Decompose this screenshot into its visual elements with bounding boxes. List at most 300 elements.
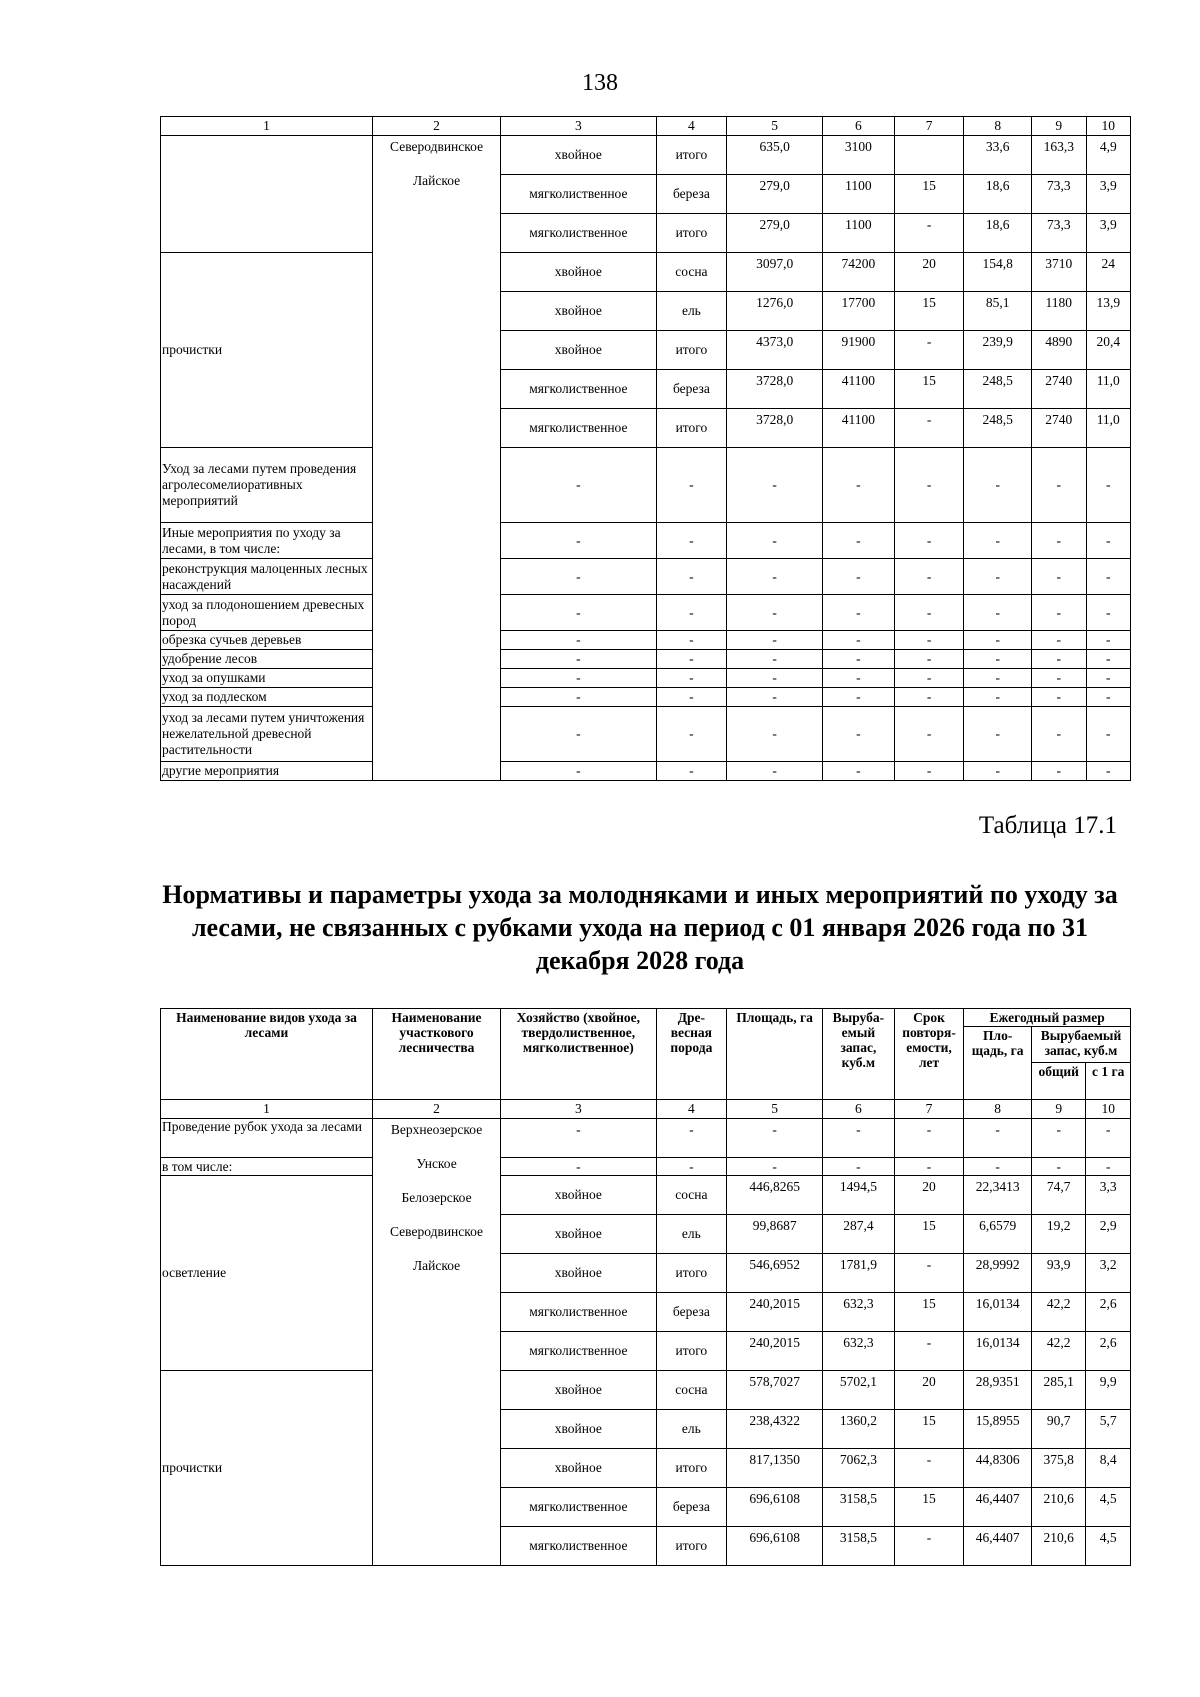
cell: итого (656, 331, 727, 370)
cell: мягколиственное (501, 409, 656, 448)
table-row (161, 559, 1131, 595)
dash-cell: - (1031, 1119, 1086, 1158)
cell: 238,4322 (727, 1410, 823, 1449)
cell: 20 (894, 253, 964, 292)
cell: 93,9 (1031, 1254, 1086, 1293)
cell: мягколиственное (501, 214, 656, 253)
cell: 240,2015 (727, 1332, 823, 1371)
cell: 3158,5 (823, 1488, 895, 1527)
cell: 44,8306 (964, 1449, 1032, 1488)
activity-prochistki: прочистки (161, 1371, 373, 1566)
header-cell: общий (1031, 1063, 1086, 1100)
col-num: 2 (372, 1100, 500, 1119)
cell: 696,6108 (727, 1488, 823, 1527)
dash-cell: - (823, 631, 895, 650)
table-row (161, 253, 1131, 292)
dash-cell: - (1086, 707, 1130, 762)
dash-cell: - (501, 631, 656, 650)
cell: 2,9 (1086, 1215, 1131, 1254)
cell: 46,4407 (964, 1488, 1032, 1527)
cell: 375,8 (1031, 1449, 1086, 1488)
dash-cell: - (894, 669, 964, 688)
cell: 578,7027 (727, 1371, 823, 1410)
col-num: 3 (501, 117, 656, 136)
dash-cell: - (501, 707, 656, 762)
dash-cell: - (727, 559, 823, 595)
dash-cell: - (1086, 1119, 1131, 1158)
table-row (161, 595, 1131, 631)
page-number: 138 (582, 70, 618, 96)
activity-label: уход за плодоношением древесных пород (161, 595, 373, 631)
activity-label: реконструкция малоценных лесных насаждений (161, 559, 373, 595)
cell: 546,6952 (727, 1254, 823, 1293)
dash-cell: - (964, 650, 1032, 669)
dash-cell: - (727, 631, 823, 650)
header-cell: Пло-щадь, га (964, 1027, 1032, 1100)
table-row (161, 669, 1131, 688)
dash-cell: - (894, 1119, 964, 1158)
cell: 15 (894, 1410, 964, 1449)
header-cell: с 1 га (1086, 1063, 1131, 1100)
cell: 279,0 (727, 214, 823, 253)
cell: мягколиственное (501, 1293, 656, 1332)
cell: 15 (894, 1215, 964, 1254)
col-num: 7 (894, 117, 964, 136)
dash-cell: - (1086, 595, 1130, 631)
dash-cell: - (501, 650, 656, 669)
column-number-row (161, 1100, 1131, 1119)
cell: 2740 (1032, 409, 1087, 448)
dash-cell: - (727, 762, 823, 781)
dash-cell: - (1032, 448, 1087, 523)
cell: 5702,1 (823, 1371, 895, 1410)
dash-cell: - (1032, 650, 1087, 669)
cell: 2,6 (1086, 1293, 1131, 1332)
forestry-name: Северодвинское (390, 139, 484, 154)
dash-cell: - (1031, 1158, 1086, 1176)
dash-cell: - (727, 669, 823, 688)
dash-cell: - (823, 650, 895, 669)
cell: 696,6108 (727, 1527, 823, 1566)
dash-cell: - (501, 595, 656, 631)
col-num: 5 (727, 117, 823, 136)
cell: 7062,3 (823, 1449, 895, 1488)
cell: 4373,0 (727, 331, 823, 370)
activity-label: Уход за лесами путем проведения агролесомелиоративных мероприятий (161, 448, 373, 523)
activity-osvetlenie: осветление (161, 1176, 373, 1371)
cell: 3728,0 (727, 370, 823, 409)
cell: 285,1 (1031, 1371, 1086, 1410)
dash-cell: - (964, 523, 1032, 559)
dash-cell: - (894, 631, 964, 650)
cell: 33,6 (964, 136, 1032, 175)
cell: - (894, 214, 964, 253)
cell: 240,2015 (727, 1293, 823, 1332)
cell: 632,3 (823, 1293, 895, 1332)
dash-cell: - (656, 595, 727, 631)
dash-cell: - (823, 595, 895, 631)
header-cell: Дре-весная порода (656, 1009, 727, 1100)
cell: - (894, 1527, 964, 1566)
activity-label: другие мероприятия (161, 762, 373, 781)
cell: хвойное (501, 136, 656, 175)
header-row (161, 1009, 1131, 1027)
cell: 3100 (823, 136, 895, 175)
cell: 15 (894, 1293, 964, 1332)
table-row (161, 688, 1131, 707)
col-num: 4 (656, 1100, 727, 1119)
cell: 16,0134 (964, 1332, 1032, 1371)
dash-cell: - (501, 1158, 656, 1176)
dash-cell: - (1032, 595, 1087, 631)
cell: мягколиственное (501, 175, 656, 214)
cell: - (894, 1254, 964, 1293)
cell: 3158,5 (823, 1527, 895, 1566)
dash-cell: - (727, 1119, 823, 1158)
cell: хвойное (501, 331, 656, 370)
cell: 3,2 (1086, 1254, 1131, 1293)
cell: 74,7 (1031, 1176, 1086, 1215)
cell: 1100 (823, 214, 895, 253)
cell: хвойное (501, 1449, 656, 1488)
dash-cell: - (894, 707, 964, 762)
table-label: Таблица 17.1 (978, 812, 1117, 839)
col-num: 4 (656, 117, 727, 136)
col-num: 1 (161, 117, 373, 136)
cell: мягколиственное (501, 1332, 656, 1371)
cell: 13,9 (1086, 292, 1130, 331)
cell: сосна (656, 1371, 727, 1410)
cell: 20 (894, 1176, 964, 1215)
cell: 16,0134 (964, 1293, 1032, 1332)
cell: 3,9 (1086, 175, 1130, 214)
dash-cell: - (1032, 523, 1087, 559)
cell: 19,2 (1031, 1215, 1086, 1254)
dash-cell: - (656, 559, 727, 595)
cell: 279,0 (727, 175, 823, 214)
cell: 5,7 (1086, 1410, 1131, 1449)
header-cell: Наименование участкового лесничества (372, 1009, 500, 1100)
dash-cell: - (501, 762, 656, 781)
cell: 4,9 (1086, 136, 1130, 175)
cell: береза (656, 1488, 727, 1527)
dash-cell: - (964, 448, 1032, 523)
cell: - (894, 1449, 964, 1488)
header-cell: Площадь, га (727, 1009, 823, 1100)
table-17-1 (160, 1008, 1131, 1566)
forestry-name: Верхнеозерское (390, 1122, 483, 1137)
dash-cell: - (823, 559, 895, 595)
dash-cell: - (1086, 559, 1130, 595)
cell: 8,4 (1086, 1449, 1131, 1488)
dash-cell: - (656, 669, 727, 688)
dash-cell: - (656, 762, 727, 781)
dash-cell: - (1032, 669, 1087, 688)
cell: 1180 (1032, 292, 1087, 331)
cell: 99,8687 (727, 1215, 823, 1254)
table-row (161, 1119, 1131, 1158)
col-num: 8 (964, 117, 1032, 136)
cell: 2740 (1032, 370, 1087, 409)
cell: хвойное (501, 1215, 656, 1254)
cell: 42,2 (1031, 1293, 1086, 1332)
dash-cell: - (501, 1119, 656, 1158)
col-num: 10 (1086, 1100, 1131, 1119)
dash-cell: - (727, 448, 823, 523)
dash-cell: - (1032, 707, 1087, 762)
cell: 18,6 (964, 214, 1032, 253)
cell: 28,9992 (964, 1254, 1032, 1293)
dash-cell: - (964, 1119, 1032, 1158)
cell: 210,6 (1031, 1527, 1086, 1566)
col-num: 1 (161, 1100, 373, 1119)
cell: 28,9351 (964, 1371, 1032, 1410)
header-cell: Вырубаемый запас, куб.м (1031, 1027, 1130, 1063)
cell: 20,4 (1086, 331, 1130, 370)
dash-cell: - (656, 650, 727, 669)
dash-cell: - (727, 1158, 823, 1176)
cell: хвойное (501, 1410, 656, 1449)
dash-cell: - (1032, 688, 1087, 707)
cell: итого (656, 214, 727, 253)
dash-cell: - (964, 559, 1032, 595)
forestry-name: Лайское (412, 1258, 461, 1273)
dash-cell: - (1032, 762, 1087, 781)
cell: 1494,5 (823, 1176, 895, 1215)
cell: 3097,0 (727, 253, 823, 292)
forestry-cell (372, 136, 500, 781)
table-row (161, 650, 1131, 669)
forestry-name: Лайское (412, 173, 461, 188)
cell: мягколиственное (501, 1488, 656, 1527)
cell: 90,7 (1031, 1410, 1086, 1449)
table-row (161, 631, 1131, 650)
cell: итого (656, 136, 727, 175)
table-row (161, 707, 1131, 762)
dash-cell: - (656, 1119, 727, 1158)
cell: 1360,2 (823, 1410, 895, 1449)
cell: 15 (894, 175, 964, 214)
cell: береза (656, 175, 727, 214)
dash-cell: - (501, 559, 656, 595)
cell: 210,6 (1031, 1488, 1086, 1527)
cell: 73,3 (1032, 214, 1087, 253)
dash-cell: - (894, 650, 964, 669)
dash-cell: - (964, 762, 1032, 781)
activity-label: Иные мероприятия по уходу за лесами, в том числе: (161, 523, 373, 559)
dash-cell: - (1086, 650, 1130, 669)
cell: 15 (894, 292, 964, 331)
cell: 24 (1086, 253, 1130, 292)
forestry-cell (372, 1119, 500, 1566)
cell: итого (656, 1332, 727, 1371)
dash-cell: - (727, 650, 823, 669)
table-row (161, 1158, 1131, 1176)
header-cell: Выруба-емый запас, куб.м (823, 1009, 895, 1100)
col-num: 2 (372, 117, 500, 136)
cell: хвойное (501, 253, 656, 292)
cell: 248,5 (964, 409, 1032, 448)
activity-cell-empty (161, 136, 373, 253)
dash-cell: - (823, 523, 895, 559)
col-num: 6 (823, 117, 895, 136)
table-continuation (160, 116, 1131, 781)
cell: ель (656, 1410, 727, 1449)
activity-label: в том числе: (161, 1158, 373, 1176)
cell: 74200 (823, 253, 895, 292)
dash-cell: - (1086, 762, 1130, 781)
cell: 15 (894, 1488, 964, 1527)
activity-label: уход за опушками (161, 669, 373, 688)
dash-cell: - (727, 523, 823, 559)
cell (894, 136, 964, 175)
dash-cell: - (964, 669, 1032, 688)
forestry-name: Северодвинское (390, 1224, 484, 1239)
table-row (161, 523, 1131, 559)
cell: сосна (656, 253, 727, 292)
cell: 1276,0 (727, 292, 823, 331)
cell: 11,0 (1086, 409, 1130, 448)
cell: 46,4407 (964, 1527, 1032, 1566)
col-num: 9 (1031, 1100, 1086, 1119)
activity-label: уход за подлеском (161, 688, 373, 707)
dash-cell: - (501, 688, 656, 707)
table-row (161, 448, 1131, 523)
dash-cell: - (1086, 523, 1130, 559)
dash-cell: - (964, 631, 1032, 650)
cell: 632,3 (823, 1332, 895, 1371)
cell: 20 (894, 1371, 964, 1410)
forestry-name: Унское (416, 1156, 457, 1171)
dash-cell: - (1086, 448, 1130, 523)
cell: 15 (894, 370, 964, 409)
cell: 15,8955 (964, 1410, 1032, 1449)
dash-cell: - (727, 595, 823, 631)
activity-label: удобрение лесов (161, 650, 373, 669)
dash-cell: - (727, 688, 823, 707)
column-number-row (161, 117, 1131, 136)
dash-cell: - (1086, 631, 1130, 650)
dash-cell: - (894, 688, 964, 707)
cell: 41100 (823, 409, 895, 448)
cell: береза (656, 1293, 727, 1332)
col-num: 8 (964, 1100, 1032, 1119)
activity-label: уход за лесами путем уничтожения нежелательной древесной растительности (161, 707, 373, 762)
dash-cell: - (823, 707, 895, 762)
dash-cell: - (823, 669, 895, 688)
forestry-name: Белозерское (401, 1190, 472, 1205)
document-title: Нормативы и параметры ухода за молодняками и иных мероприятий по уходу за лесами, не связанных с рубками ухода на период с 01 января 2026 года по 31 декабря 2028 года (162, 880, 1118, 975)
cell: мягколиственное (501, 1527, 656, 1566)
dash-cell: - (656, 688, 727, 707)
dash-cell: - (501, 669, 656, 688)
cell: хвойное (501, 1254, 656, 1293)
dash-cell: - (894, 448, 964, 523)
col-num: 7 (894, 1100, 964, 1119)
dash-cell: - (894, 523, 964, 559)
table-row (161, 136, 1131, 175)
cell: 17700 (823, 292, 895, 331)
activity-prochistki: прочистки (161, 253, 373, 448)
dash-cell: - (1086, 688, 1130, 707)
cell: 18,6 (964, 175, 1032, 214)
cell: 3710 (1032, 253, 1087, 292)
cell: хвойное (501, 292, 656, 331)
cell: 85,1 (964, 292, 1032, 331)
cell: 3,9 (1086, 214, 1130, 253)
cell: 73,3 (1032, 175, 1087, 214)
dash-cell: - (656, 448, 727, 523)
col-num: 9 (1032, 117, 1087, 136)
col-num: 6 (823, 1100, 895, 1119)
cell: 42,2 (1031, 1332, 1086, 1371)
header-cell: Ежегодный размер (964, 1009, 1131, 1027)
cell: 1100 (823, 175, 895, 214)
cell: 41100 (823, 370, 895, 409)
dash-cell: - (894, 595, 964, 631)
cell: 4890 (1032, 331, 1087, 370)
cell: 287,4 (823, 1215, 895, 1254)
dash-cell: - (656, 523, 727, 559)
cell: 635,0 (727, 136, 823, 175)
header-cell: Срок повторя-емости, лет (894, 1009, 964, 1100)
cell: 22,3413 (964, 1176, 1032, 1215)
activity-label: обрезка сучьев деревьев (161, 631, 373, 650)
cell: 6,6579 (964, 1215, 1032, 1254)
dash-cell: - (894, 762, 964, 781)
table-row (161, 1371, 1131, 1410)
cell: 9,9 (1086, 1371, 1131, 1410)
cell: 239,9 (964, 331, 1032, 370)
col-num: 5 (727, 1100, 823, 1119)
dash-cell: - (1032, 631, 1087, 650)
dash-cell: - (823, 1119, 895, 1158)
cell: 446,8265 (727, 1176, 823, 1215)
dash-cell: - (656, 631, 727, 650)
cell: - (894, 409, 964, 448)
dash-cell: - (964, 707, 1032, 762)
dash-cell: - (1032, 559, 1087, 595)
cell: итого (656, 1449, 727, 1488)
dash-cell: - (964, 1158, 1032, 1176)
cell: итого (656, 1527, 727, 1566)
cell: 154,8 (964, 253, 1032, 292)
dash-cell: - (501, 523, 656, 559)
dash-cell: - (656, 707, 727, 762)
cell: хвойное (501, 1371, 656, 1410)
cell: 817,1350 (727, 1449, 823, 1488)
cell: береза (656, 370, 727, 409)
cell: 11,0 (1086, 370, 1130, 409)
col-num: 3 (501, 1100, 656, 1119)
cell: 4,5 (1086, 1527, 1131, 1566)
cell: - (894, 1332, 964, 1371)
activity-label: Проведение рубок ухода за лесами (161, 1119, 373, 1158)
col-num: 10 (1086, 117, 1130, 136)
cell: ель (656, 292, 727, 331)
cell: 2,6 (1086, 1332, 1131, 1371)
cell: 4,5 (1086, 1488, 1131, 1527)
dash-cell: - (727, 707, 823, 762)
cell: 3,3 (1086, 1176, 1131, 1215)
dash-cell: - (823, 688, 895, 707)
cell: итого (656, 1254, 727, 1293)
cell: хвойное (501, 1176, 656, 1215)
dash-cell: - (823, 1158, 895, 1176)
cell: 248,5 (964, 370, 1032, 409)
cell: сосна (656, 1176, 727, 1215)
table-row (161, 1176, 1131, 1215)
